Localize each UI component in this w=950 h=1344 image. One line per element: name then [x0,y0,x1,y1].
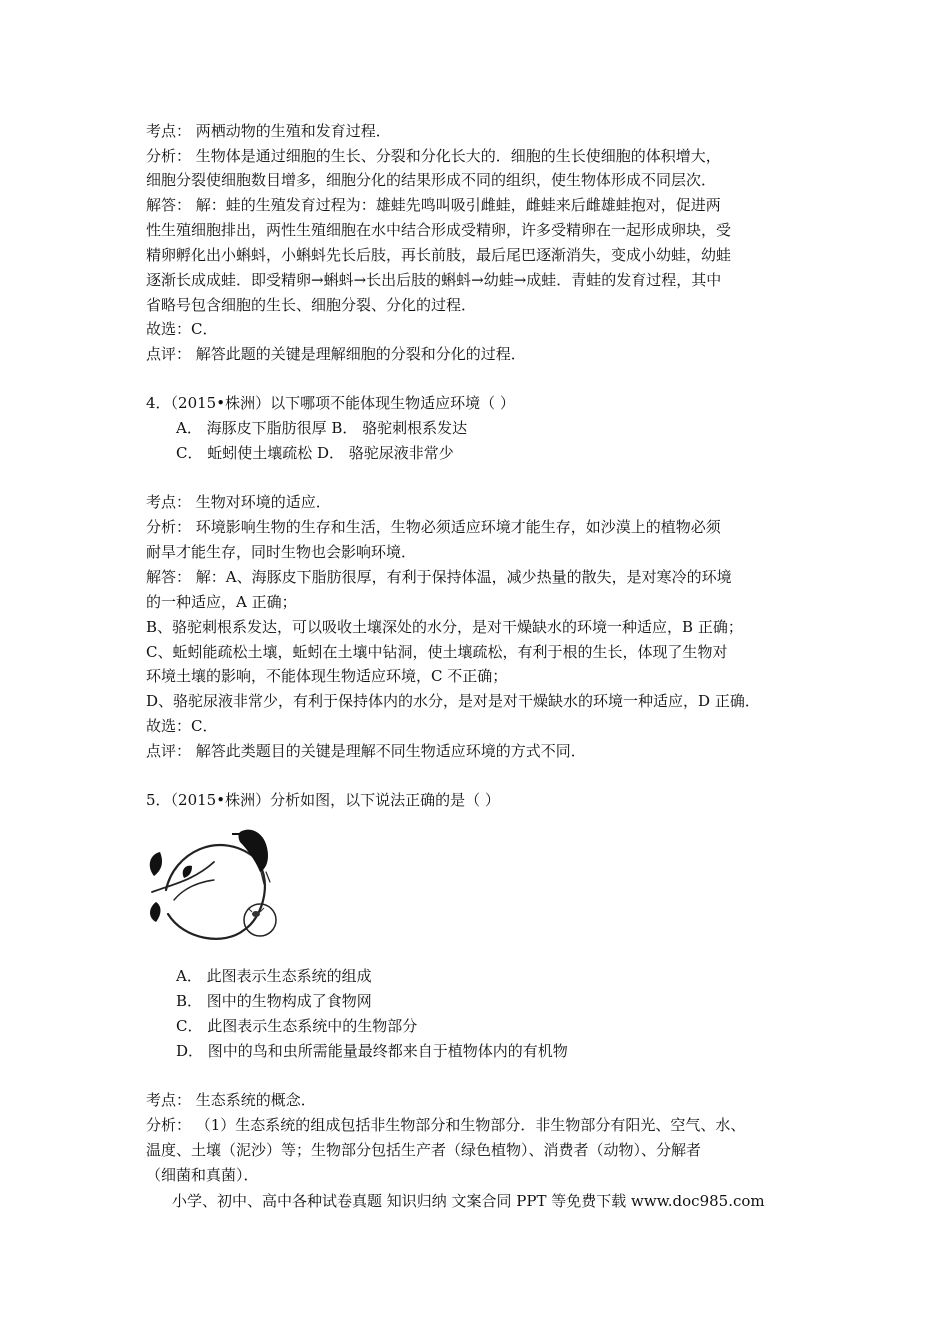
fenxi-line: 分析： （1）生态系统的组成包括非生物部分和生物部分．非生物部分有阳光、空气、水、 [146,1116,746,1134]
kaodian-line: 考点： 两栖动物的生殖和发育过程． [146,122,391,140]
answer-line: 故选：C． [146,717,218,735]
jieda-line: 省略号包含细胞的生长、细胞分裂、分化的过程． [146,296,477,314]
question-4-stem: 4．（2015•株洲）以下哪项不能体现生物适应环境（ ） [146,394,515,412]
question-5-option-c: C． 此图表示生态系统中的生物部分 [176,1017,418,1035]
fenxi-line: 温度、土壤（泥沙）等；生物部分包括生产者（绿色植物）、消费者（动物）、分解者 [146,1141,702,1159]
kaodian-line: 考点： 生物对环境的适应． [146,493,331,511]
dianping-line: 点评： 解答此题的关键是理解细胞的分裂和分化的过程． [146,345,526,363]
jieda-line: 的一种适应，A 正确； [146,593,297,611]
fenxi-line: 分析： 环境影响生物的生存和生活，生物必须适应环境才能生存，如沙漠上的植物必须 [146,518,721,536]
fenxi-line: （细菌和真菌）． [146,1166,259,1184]
jieda-line: D、骆驼尿液非常少，有利于保持体内的水分，是对是对干燥缺水的环境一种适应，D 正确． [146,692,760,710]
question-5-option-d: D． 图中的鸟和虫所需能量最终都来自于植物体内的有机物 [176,1042,568,1060]
jieda-line: 解答： 解：蛙的生殖发育过程为：雄蛙先鸣叫吸引雌蛙，雌蛙来后雌雄蛙抱对，促进两 [146,196,721,214]
jieda-line: 环境土壤的影响，不能体现生物适应环境，C 不正确； [146,667,508,685]
question-5-stem: 5．（2015•株洲）分析如图，以下说法正确的是（ ） [146,791,500,809]
fenxi-line: 细胞分裂使细胞数目增多，细胞分化的结果形成不同的组织，使生物体形成不同层次． [146,171,717,189]
answer-line: 故选：C． [146,320,218,338]
fenxi-line: 耐旱才能生存，同时生物也会影响环境． [146,543,417,561]
kaodian-line: 考点： 生态系统的概念． [146,1091,316,1109]
jieda-line: C、蚯蚓能疏松土壤，蚯蚓在土壤中钻洞，使土壤疏松，有利于根的生长，体现了生物对 [146,643,728,661]
jieda-line: 精卵孵化出小蝌蚪，小蝌蚪先长后肢，再长前肢，最后尾巴逐渐消失，变成小幼蛙，幼蛙 [146,246,732,264]
fenxi-line: 分析： 生物体是通过细胞的生长、分裂和分化长大的．细胞的生长使细胞的体积增大， [146,147,721,165]
jieda-line: 解答： 解：A、海豚皮下脂肪很厚，有利于保持体温，减少热量的散失，是对寒冷的环境 [146,568,732,586]
jieda-line: 逐渐长成成蛙．即受精卵→蝌蚪→长出后肢的蝌蚪→幼蛙→成蛙．青蛙的发育过程，其中 [146,271,722,289]
question-4-options-ab: A． 海豚皮下脂肪很厚 B． 骆驼刺根系发达 [176,419,468,437]
jieda-line: B、骆驼刺根系发达，可以吸收土壤深处的水分，是对干燥缺水的环境一种适应，B 正确； [146,618,743,636]
question-5-option-b: B． 图中的生物构成了食物网 [176,992,372,1010]
dianping-line: 点评： 解答此类题目的关键是理解不同生物适应环境的方式不同． [146,742,586,760]
question-5-option-a: A． 此图表示生态系统的组成 [176,967,372,985]
ecosystem-figure [144,822,282,946]
jieda-line: 性生殖细胞排出，两性生殖细胞在水中结合形成受精卵，许多受精卵在一起形成卵块，受 [146,221,732,239]
page-footer: 小学、初中、高中各种试卷真题 知识归纳 文案合同 PPT 等免费下载 www.doc985.com [172,1192,765,1210]
question-4-options-cd: C． 蚯蚓使土壤疏松 D． 骆驼尿液非常少 [176,444,454,462]
